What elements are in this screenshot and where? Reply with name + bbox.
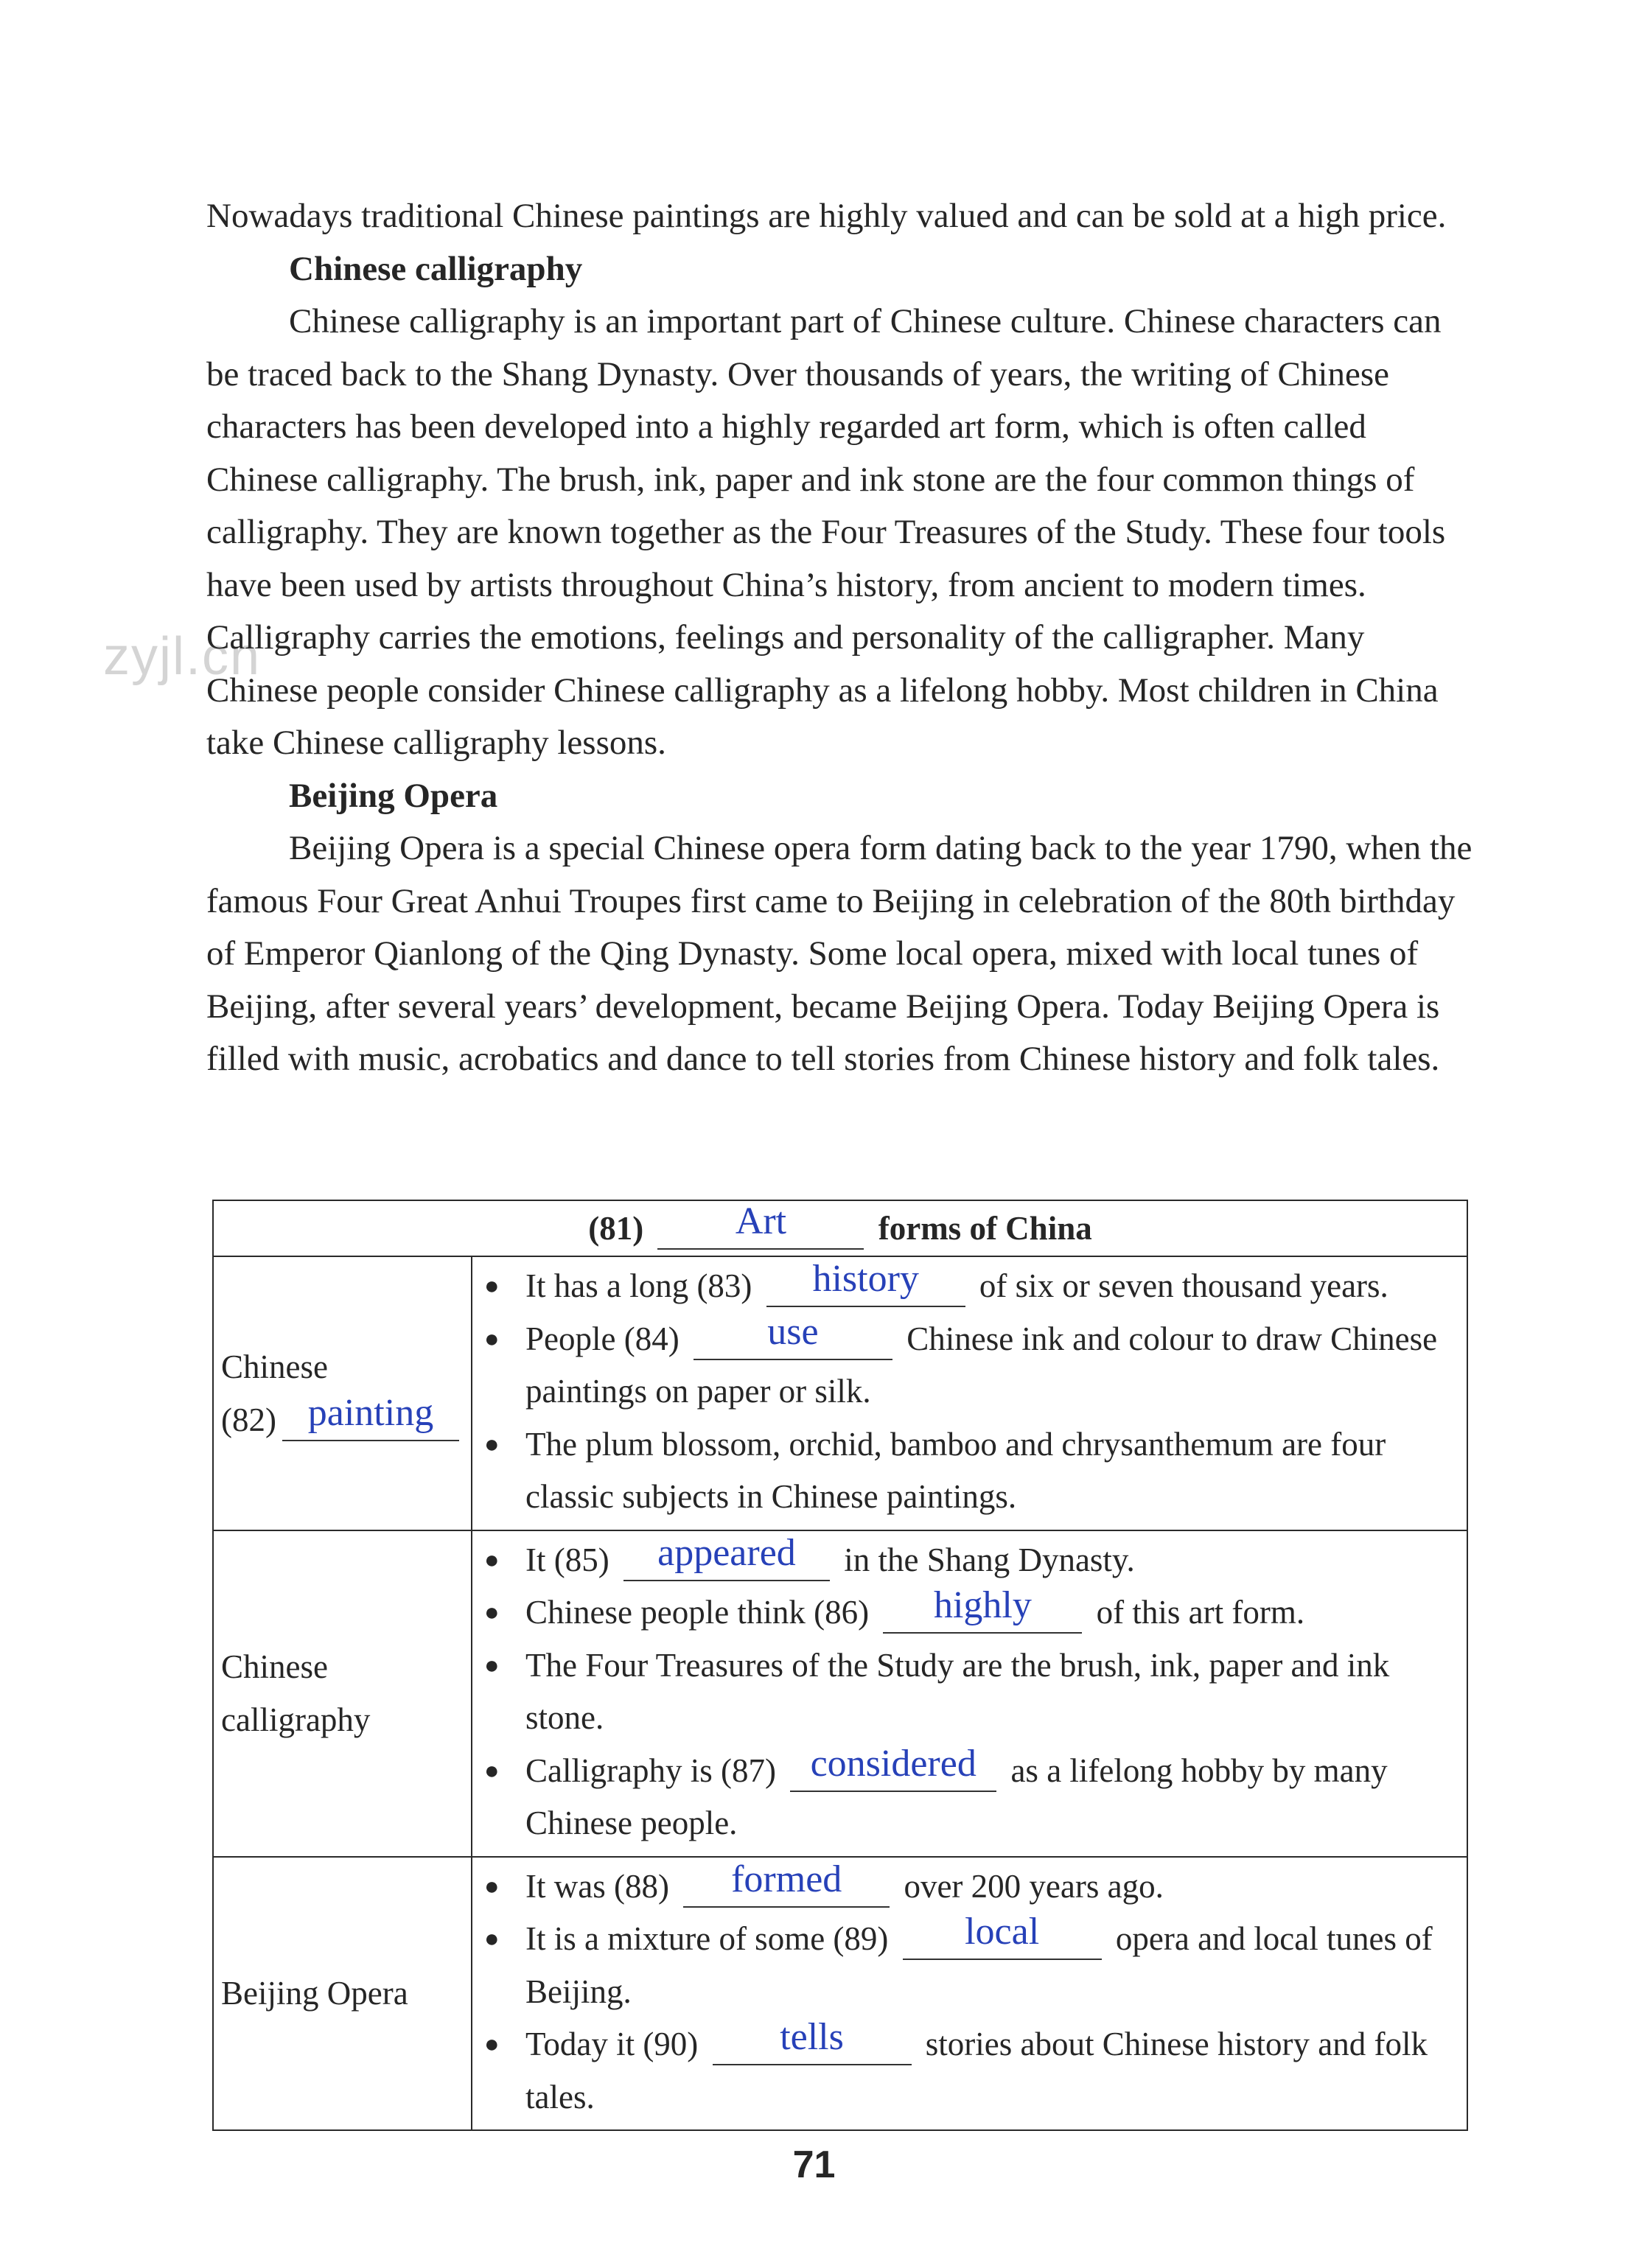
list-item xyxy=(483,1260,1456,1313)
handwritten-answer: formed xyxy=(731,1858,842,1900)
list-item xyxy=(483,1418,1456,1524)
bullet-list xyxy=(483,1260,1456,1524)
point-text: It has a long (83) xyxy=(525,1267,752,1304)
handwritten-answer: Art xyxy=(735,1200,787,1242)
topic-cell-calligraphy xyxy=(213,1530,472,1857)
list-item xyxy=(483,1742,1456,1850)
topic-cell-beijing-opera xyxy=(213,1857,472,2131)
summary-table-container xyxy=(212,1200,1468,2131)
point-text: The Four Treasures of the Study are the brush, ink, paper and ink stone. xyxy=(525,1646,1390,1736)
bullet-list xyxy=(483,1858,1456,2124)
table-row xyxy=(213,1530,1467,1857)
section-heading-beijing-opera: Beijing Opera xyxy=(289,776,498,815)
list-item xyxy=(483,1531,1456,1587)
topic-blank-line xyxy=(221,1393,470,1446)
point-text: stories about Chinese history and folk tales. xyxy=(525,2026,1428,2115)
handwritten-answer: highly xyxy=(933,1584,1032,1626)
point-text: opera and local tunes of Beijing. xyxy=(525,1920,1433,2010)
point-text: as a lifelong hobby by many Chinese people. xyxy=(525,1751,1388,1841)
point-text: People (84) xyxy=(525,1320,680,1357)
handwritten-answer: tells xyxy=(780,2016,844,2058)
topic-label: Beijing Opera xyxy=(221,1975,408,2012)
intro-paragraph: Nowadays traditional Chinese paintings are highly valued and can be sold at a high price. xyxy=(206,197,1447,235)
answer-blank-86[interactable] xyxy=(883,1584,1082,1634)
answer-blank-82[interactable] xyxy=(282,1391,459,1441)
page-number: 71 xyxy=(792,2143,836,2186)
point-text: It is a mixture of some (89) xyxy=(525,1920,889,1957)
section-text-beijing-opera: Beijing Opera is a special Chinese opera form dating back to the year 1790, when the famous Four Great Anhui Troupes first came to Beijing in celebration of the 80th birthday of Emperor Qianlong of the Qing Dynasty. Some local opera, mixed with local tunes of Beijing, after several years’ development, became Beijing Opera. Today Beijing Opera is filled with music, acrobatics and dance to tell stories from Chinese history and folk tales. xyxy=(206,829,1472,1078)
topic-label: Chinese xyxy=(221,1348,328,1385)
list-item xyxy=(483,1639,1456,1745)
list-item xyxy=(483,1913,1456,2018)
blank-number: (82) xyxy=(221,1401,276,1438)
answer-blank-87[interactable] xyxy=(790,1742,996,1792)
bullet-list xyxy=(483,1531,1456,1850)
table-row xyxy=(213,1857,1467,2131)
answer-blank-88[interactable] xyxy=(683,1858,890,1908)
point-text: It (85) xyxy=(525,1541,609,1578)
handwritten-answer: painting xyxy=(307,1391,434,1434)
handwritten-answer: appeared xyxy=(657,1531,796,1574)
topic-label: calligraphy xyxy=(221,1701,371,1738)
answer-blank-83[interactable] xyxy=(766,1258,965,1307)
watermark-text: zyjl.cn xyxy=(103,627,262,686)
section-text-calligraphy: Chinese calligraphy is an important part of Chinese culture. Chinese characters can be traced back to the Shang Dynasty. Over thousands of years, the writing of Chinese characters has been developed into a highly regarded art form, which is often called Chinese calligraphy. The brush, ink, paper and ink stone are the four common things of calligraphy. They are known together as the Four Treasures of the Study. These four tools have been used by artists throughout China’s history, from ancient to modern times. Calligraphy carries the emotions, feelings and personality of the calligrapher. Many Chinese people consider Chinese calligraphy as a lifelong hobby. Most children in China take Chinese calligraphy lessons. xyxy=(206,302,1446,762)
topic-cell-painting xyxy=(213,1256,472,1530)
handwritten-answer: considered xyxy=(810,1742,977,1785)
point-text: in the Shang Dynasty. xyxy=(844,1541,1135,1578)
list-item xyxy=(483,1858,1456,1914)
answer-blank-90[interactable] xyxy=(713,2016,912,2065)
answer-blank-84[interactable] xyxy=(694,1310,892,1360)
point-text: of six or seven thousand years. xyxy=(979,1267,1388,1304)
answer-blank-85[interactable] xyxy=(623,1531,830,1581)
title-after-text: forms of China xyxy=(878,1209,1092,1247)
table-title-row xyxy=(213,1200,1467,1256)
handwritten-answer: local xyxy=(965,1911,1040,1953)
topic-label: Chinese xyxy=(221,1648,328,1685)
point-text: Today it (90) xyxy=(525,2026,699,2062)
point-text: Chinese people think (86) xyxy=(525,1594,870,1631)
points-cell xyxy=(472,1857,1467,2131)
list-item xyxy=(483,1310,1456,1418)
handwritten-answer: history xyxy=(812,1258,919,1300)
table-row xyxy=(213,1256,1467,1530)
table-title xyxy=(213,1200,1467,1256)
answer-blank-81[interactable] xyxy=(657,1200,864,1250)
point-text: over 200 years ago. xyxy=(904,1867,1164,1905)
list-item xyxy=(483,2018,1456,2124)
point-text: of this art form. xyxy=(1096,1594,1305,1631)
answer-blank-89[interactable] xyxy=(903,1911,1102,1960)
points-cell xyxy=(472,1256,1467,1530)
handwritten-answer: use xyxy=(767,1310,819,1353)
list-item xyxy=(483,1586,1456,1639)
point-text: Chinese ink and colour to draw Chinese paintings on paper or silk. xyxy=(525,1320,1438,1410)
summary-table xyxy=(212,1200,1468,2131)
point-text: Calligraphy is (87) xyxy=(525,1751,776,1789)
section-heading-calligraphy: Chinese calligraphy xyxy=(289,249,583,288)
point-text: The plum blossom, orchid, bamboo and chrysanthemum are four classic subjects in Chinese paintings. xyxy=(525,1425,1386,1515)
reading-passage xyxy=(206,190,1474,1086)
blank-number: (81) xyxy=(588,1209,644,1247)
point-text: It was (88) xyxy=(525,1867,669,1905)
points-cell xyxy=(472,1530,1467,1857)
